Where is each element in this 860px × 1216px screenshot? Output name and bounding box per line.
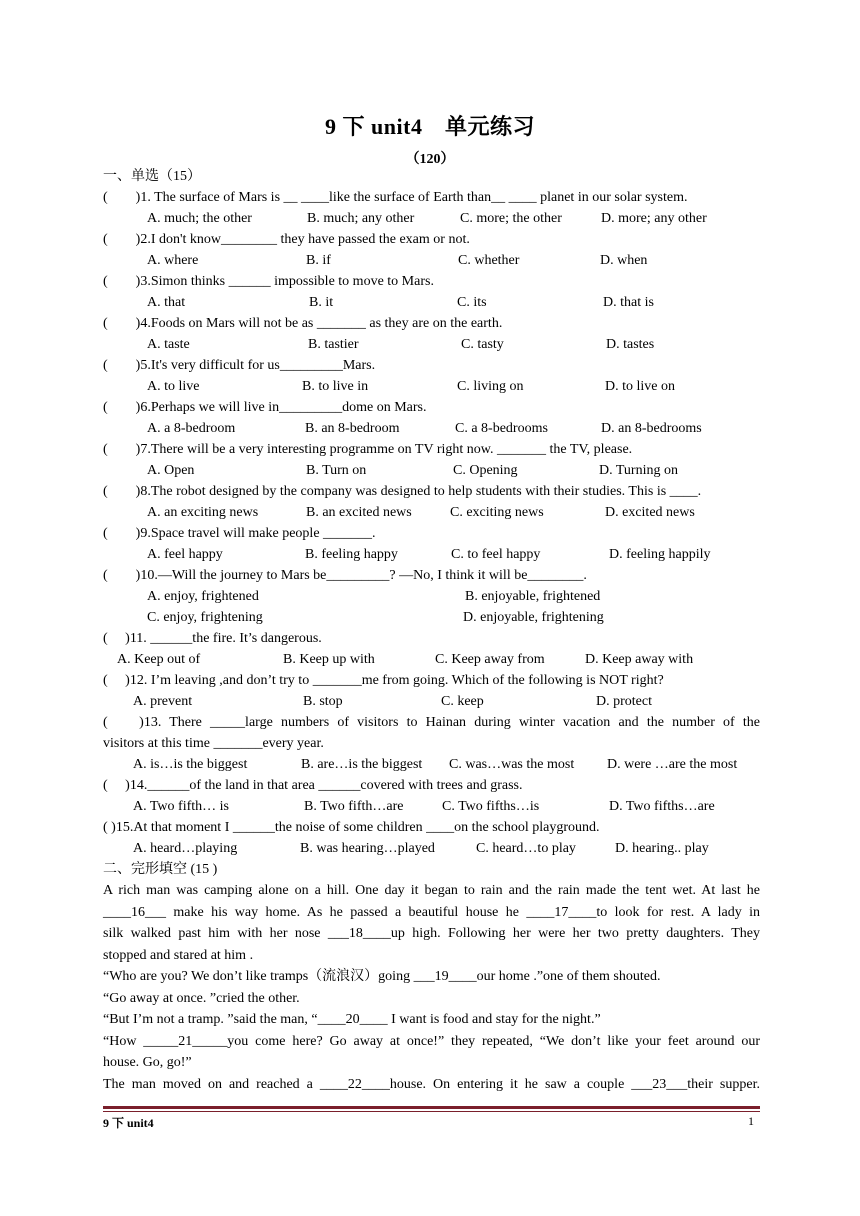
option-b: B. Two fifth…are	[304, 799, 404, 814]
option-d: D. hearing.. play	[615, 841, 709, 856]
question-10-stem: ( )10.—Will the journey to Mars be_________? —No, I think it will be________.	[103, 568, 587, 583]
passage-line: stopped and stared at him .	[103, 947, 254, 963]
question-2-stem: ( )2.I don't know________ they have passed the exam or not.	[103, 232, 470, 247]
cloze-passage	[103, 880, 760, 1095]
option-b: B. tastier	[308, 337, 359, 352]
passage-line: A rich man was camping alone on a hill. One day it began to rain and the rain made the tent wet. At last he	[103, 883, 760, 898]
question-15-options	[103, 838, 760, 859]
passage-line: ____16___ make his way home. As he passed a beautiful house he ____17____to look for rest. A lady in	[103, 904, 760, 920]
option-c: C. Opening	[453, 463, 518, 478]
question-13-options	[103, 754, 760, 775]
question-4-stem: ( )4.Foods on Mars will not be as _______ as they are on the earth.	[103, 316, 503, 331]
option-d: D. that is	[603, 295, 654, 310]
option-a: A. that	[147, 295, 186, 310]
option-d: D. to live on	[605, 379, 675, 394]
option-a: A. feel happy	[147, 547, 223, 562]
option-a: A. heard…playing	[133, 841, 238, 856]
option-a: A. Keep out of	[117, 652, 201, 667]
footer-divider-thin	[103, 1111, 760, 1112]
option-a: A. Open	[147, 463, 195, 478]
question-15-stem: ( )15.At that moment I ______the noise of some children ____on the school playground.	[103, 820, 600, 835]
option-a: A. a 8-bedroom	[147, 421, 236, 436]
option-d: D. Keep away with	[585, 652, 694, 667]
option-c: C. Keep away from	[435, 652, 545, 667]
question-7-options	[103, 460, 760, 481]
question-1-stem: ( )1. The surface of Mars is __ ____like the surface of Earth than__ ____ planet in our solar system.	[103, 190, 688, 205]
option-c: C. whether	[458, 253, 520, 268]
passage-line: “Go away at once. ”cried the other.	[103, 990, 300, 1006]
option-b: B. are…is the biggest	[301, 757, 423, 772]
question-8-options	[103, 502, 760, 523]
question-9-stem: ( )9.Space travel will make people _______.	[103, 526, 376, 541]
question-10-options-row2	[103, 607, 760, 628]
question-14-options	[103, 796, 760, 817]
question-7-stem: ( )7.There will be a very interesting programme on TV right now. _______ the TV, please.	[103, 442, 633, 457]
option-b: B. enjoyable, frightened	[465, 589, 601, 604]
option-d: D. feeling happily	[609, 547, 711, 562]
page-title: 9 下 unit4 单元练习	[325, 114, 535, 139]
passage-line: “Who are you? We don’t like tramps（流浪汉）going ___19____our home .”one of them shouted.	[103, 969, 661, 984]
footer-title: 9 下 unit4	[103, 1116, 154, 1130]
passage-line: The man moved on and reached a ____22____house. On entering it he saw a couple ___23___their supper.	[103, 1076, 760, 1092]
option-a: A. is…is the biggest	[133, 757, 248, 772]
option-d: D. enjoyable, frightening	[463, 610, 604, 625]
option-a: A. prevent	[133, 694, 193, 709]
option-c: C. a 8-bedrooms	[455, 421, 548, 436]
question-12-stem: ( )12. I’m leaving ,and don’t try to _______me from going. Which of the following is NOT right?	[103, 673, 664, 688]
question-1-options	[103, 208, 760, 229]
option-d: D. were …are the most	[607, 757, 738, 772]
option-a: A. taste	[147, 337, 190, 352]
question-6-options	[103, 418, 760, 439]
passage-line: “But I’m not a tramp. ”said the man, “____20____ I want is food and stay for the night.”	[103, 1012, 601, 1027]
question-13-stem: ( )13. There _____large numbers of visitors to Hainan during winter vacation and the number of the	[103, 715, 760, 730]
option-c: C. keep	[441, 694, 484, 709]
question-2-options	[103, 250, 760, 271]
document-body	[103, 166, 760, 1095]
option-c: C. was…was the most	[449, 757, 575, 772]
option-d: D. Turning on	[599, 463, 678, 478]
page-number: 1	[748, 1114, 754, 1128]
passage-line: silk walked past him with her nose ___18____up high. Following her were her two pretty daughters. They	[103, 926, 760, 941]
option-b: B. Turn on	[306, 463, 367, 478]
option-c: C. to feel happy	[451, 547, 541, 562]
option-c: C. exciting news	[450, 505, 544, 520]
option-d: D. excited news	[605, 505, 695, 520]
option-a: A. Two fifth… is	[133, 799, 229, 814]
passage-line: house. Go, go!”	[103, 1055, 192, 1070]
question-3-options	[103, 292, 760, 313]
option-b: B. Keep up with	[283, 652, 375, 667]
footer-divider-thick	[103, 1106, 760, 1109]
option-b: B. an excited news	[306, 505, 412, 520]
option-c: C. living on	[457, 379, 524, 394]
section-heading-cloze: 二、完形填空 (15 )	[103, 862, 218, 877]
option-b: B. was hearing…played	[300, 841, 435, 856]
question-11-stem: ( )11. ______the fire. It’s dangerous.	[103, 631, 322, 646]
passage-line: “How _____21_____you come here? Go away at once!” they repeated, “We don’t like your feet around our	[103, 1033, 760, 1049]
option-c: C. enjoy, frightening	[147, 610, 263, 625]
option-d: D. more; any other	[601, 211, 707, 226]
option-b: B. it	[309, 295, 334, 310]
section-heading-single-choice: 一、单选（15）	[103, 169, 201, 184]
option-a: A. where	[147, 253, 199, 268]
option-d: D. Two fifths…are	[609, 799, 715, 814]
option-c: C. heard…to play	[476, 841, 576, 856]
question-14-stem: ( )14.______of the land in that area ______covered with trees and grass.	[103, 778, 523, 793]
question-13-stem-continued: visitors at this time _______every year.	[103, 736, 324, 751]
question-8-stem: ( )8.The robot designed by the company was designed to help students with their studies. This is ____.	[103, 484, 702, 499]
option-b: B. an 8-bedroom	[305, 421, 400, 436]
option-a: A. to live	[147, 379, 200, 394]
option-d: D. when	[600, 253, 648, 268]
option-b: B. feeling happy	[305, 547, 398, 562]
question-12-options	[103, 691, 760, 712]
option-c: C. Two fifths…is	[442, 799, 540, 814]
option-b: B. if	[306, 253, 331, 268]
question-5-stem: ( )5.It's very difficult for us_________Mars.	[103, 358, 376, 373]
option-b: B. stop	[303, 694, 343, 709]
option-c: C. tasty	[461, 337, 504, 352]
option-b: B. to live in	[302, 379, 369, 394]
question-11-options	[103, 649, 760, 670]
option-c: C. more; the other	[460, 211, 562, 226]
option-a: A. much; the other	[147, 211, 252, 226]
option-c: C. its	[457, 295, 487, 310]
question-10-options-row1	[103, 586, 760, 607]
question-5-options	[103, 376, 760, 397]
option-b: B. much; any other	[307, 211, 415, 226]
question-3-stem: ( )3.Simon thinks ______ impossible to move to Mars.	[103, 274, 434, 289]
option-d: D. an 8-bedrooms	[601, 421, 702, 436]
option-d: D. tastes	[606, 337, 655, 352]
question-4-options	[103, 334, 760, 355]
option-a: A. enjoy, frightened	[147, 589, 259, 604]
question-6-stem: ( )6.Perhaps we will live in_________dome on Mars.	[103, 400, 427, 415]
page-subtitle: （120）	[405, 152, 455, 167]
option-a: A. an exciting news	[147, 505, 259, 520]
question-9-options	[103, 544, 760, 565]
option-d: D. protect	[596, 694, 652, 709]
